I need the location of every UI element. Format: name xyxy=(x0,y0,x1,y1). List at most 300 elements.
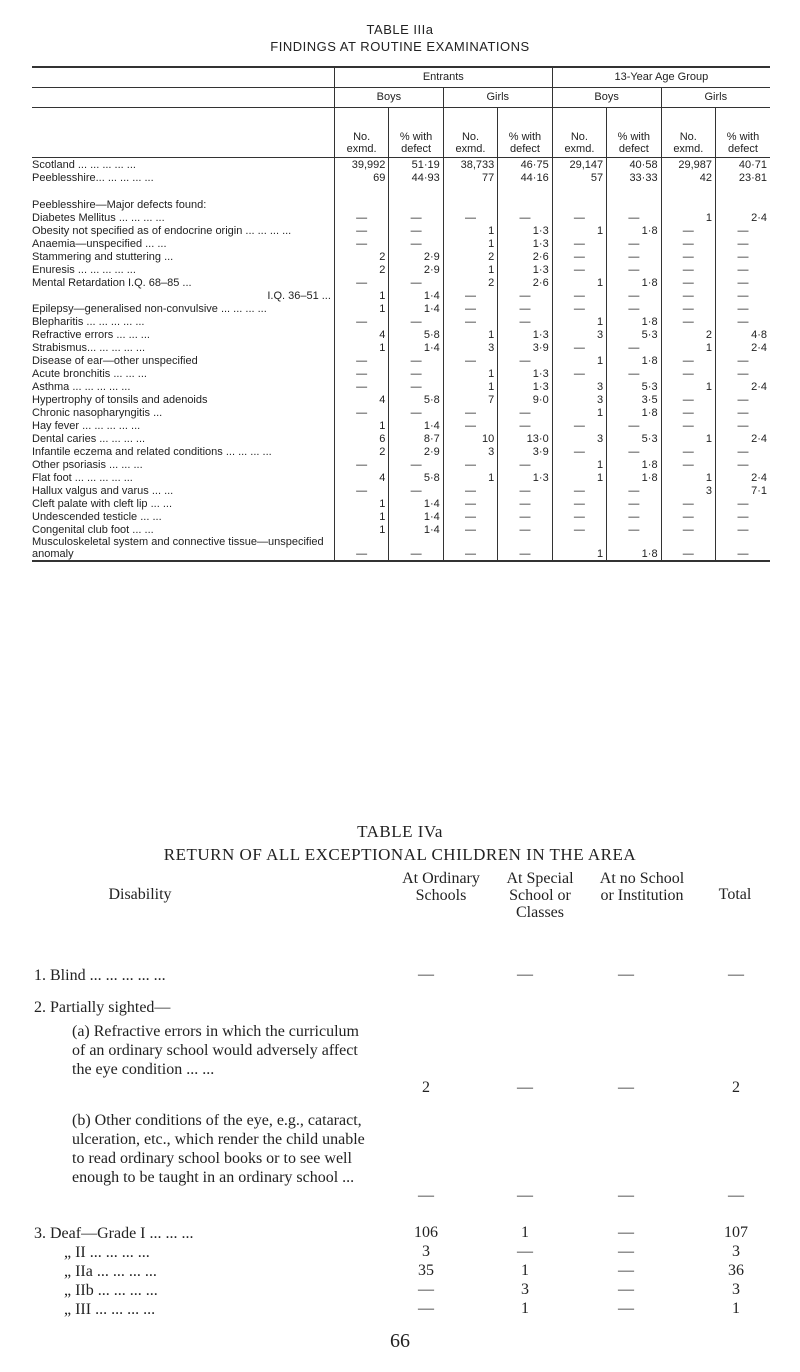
table-row xyxy=(32,354,770,367)
row-label: Hay fever ... ... ... ... ... xyxy=(32,419,141,432)
cell: — xyxy=(661,406,715,419)
cell: 1·4 xyxy=(389,497,443,510)
cell: — xyxy=(418,1187,434,1204)
cell: — xyxy=(389,484,443,497)
row-label: Diabetes Mellitus ... ... ... ... xyxy=(32,211,165,224)
cell: 23·81 xyxy=(716,171,770,184)
cell: 51·19 xyxy=(389,157,443,171)
cell: — xyxy=(498,510,552,523)
cell: 1·3 xyxy=(498,263,552,276)
cell: — xyxy=(443,510,497,523)
row-label: Strabismus... ... ... ... ... xyxy=(32,341,146,354)
cell: — xyxy=(661,510,715,523)
row-label: „ II ... ... ... ... xyxy=(64,1244,150,1261)
cell: — xyxy=(607,302,661,315)
cell: 2 xyxy=(443,276,497,289)
cell: — xyxy=(389,458,443,471)
cell: 106 xyxy=(414,1224,438,1241)
cell: 1·4 xyxy=(389,510,443,523)
cell: — xyxy=(607,237,661,250)
row-label: Anaemia—unspecified ... ... xyxy=(32,237,167,250)
cell: — xyxy=(552,445,606,458)
table-3a-title: TABLE IIIa xyxy=(366,22,434,37)
cell: — xyxy=(618,1300,634,1317)
cell: 1·4 xyxy=(389,523,443,536)
table-row xyxy=(32,263,770,276)
cell: 77 xyxy=(443,171,497,184)
cell: 1 xyxy=(334,510,388,523)
cell: — xyxy=(389,354,443,367)
table-row xyxy=(32,497,770,510)
cell: — xyxy=(443,497,497,510)
col-disability: Disability xyxy=(108,886,172,903)
cell: — xyxy=(498,419,552,432)
col-total: Total xyxy=(718,886,752,903)
cell: — xyxy=(517,1079,533,1096)
table-row xyxy=(32,471,770,484)
cell: 1 xyxy=(334,289,388,302)
cell: 2·9 xyxy=(389,250,443,263)
cell: 69 xyxy=(334,171,388,184)
cell: 1·3 xyxy=(498,237,552,250)
cell: — xyxy=(443,406,497,419)
cell: 2·9 xyxy=(389,263,443,276)
table-row xyxy=(32,393,770,406)
cell: 1·8 xyxy=(607,471,661,484)
cell: — xyxy=(389,406,443,419)
cell: 44·93 xyxy=(389,171,443,184)
cell: 1 xyxy=(443,367,497,380)
cell: 1·4 xyxy=(389,302,443,315)
entrants-boys: Boys xyxy=(334,87,443,107)
cell: 5·8 xyxy=(389,471,443,484)
row-label: Refractive errors ... ... ... xyxy=(32,328,150,341)
entrants-girls: Girls xyxy=(443,87,552,107)
cell: — xyxy=(607,497,661,510)
cell: 1 xyxy=(552,354,606,367)
cell: 3 xyxy=(552,393,606,406)
row-label: Blepharitis ... ... ... ... ... xyxy=(32,315,145,328)
cell: 5·8 xyxy=(389,393,443,406)
cell: — xyxy=(443,458,497,471)
age13-boys: Boys xyxy=(552,87,661,107)
cell: 1 xyxy=(443,263,497,276)
findings-table xyxy=(32,66,770,562)
cell: — xyxy=(389,367,443,380)
table-row xyxy=(32,406,770,419)
cell: 2·4 xyxy=(716,380,770,393)
cell: 35 xyxy=(418,1262,434,1279)
cell: 1·3 xyxy=(498,224,552,237)
row-label: Stammering and stuttering ... xyxy=(32,250,174,263)
cell: 9·0 xyxy=(498,393,552,406)
cell: — xyxy=(661,367,715,380)
col-no-exmd: No. exmd. xyxy=(552,107,606,157)
cell: 4 xyxy=(334,393,388,406)
cell: 2 xyxy=(422,1079,430,1096)
cell: 10 xyxy=(443,432,497,445)
row-label: 3. Deaf—Grade I ... ... ... xyxy=(34,1225,194,1242)
cell: — xyxy=(552,484,606,497)
cell: — xyxy=(334,224,388,237)
cell: — xyxy=(498,484,552,497)
cell: — xyxy=(443,354,497,367)
cell: 13·0 xyxy=(498,432,552,445)
cell: 1·4 xyxy=(389,289,443,302)
cell: — xyxy=(618,1281,634,1298)
cell: — xyxy=(389,224,443,237)
cell: 1 xyxy=(552,406,606,419)
table-row xyxy=(32,380,770,393)
cell: 1 xyxy=(521,1262,529,1279)
group-13-year: 13-Year Age Group xyxy=(552,67,770,87)
cell: — xyxy=(498,458,552,471)
cell: — xyxy=(716,419,770,432)
cell: — xyxy=(552,497,606,510)
cell: 2 xyxy=(661,328,715,341)
row-label: Chronic nasopharyngitis ... xyxy=(32,406,163,419)
cell: — xyxy=(716,237,770,250)
cell: 1·8 xyxy=(607,536,661,561)
cell: — xyxy=(661,536,715,561)
cell: — xyxy=(716,393,770,406)
cell: 1·3 xyxy=(498,328,552,341)
cell: — xyxy=(661,302,715,315)
row-label: Enuresis ... ... ... ... ... xyxy=(32,263,136,276)
row-label: Mental Retardation I.Q. 68–85 ... xyxy=(32,276,192,289)
cell: — xyxy=(498,302,552,315)
cell: 1·8 xyxy=(607,276,661,289)
row-label: Congenital club foot ... ... xyxy=(32,523,154,536)
cell: — xyxy=(418,966,434,983)
cell: — xyxy=(716,302,770,315)
cell: 1 xyxy=(661,471,715,484)
cell: — xyxy=(661,315,715,328)
cell: 7·1 xyxy=(716,484,770,497)
row-label: Undescended testicle ... ... xyxy=(32,510,162,523)
row-label: (a) Refractive errors in which the curriculum of an ordinary school would adversely affect the eye condition ... ... xyxy=(72,1023,359,1078)
cell: 1 xyxy=(334,497,388,510)
cell: — xyxy=(661,393,715,406)
cell: 1 xyxy=(552,471,606,484)
cell: 3 xyxy=(552,380,606,393)
cell: 1 xyxy=(334,523,388,536)
row-label: Scotland ... ... ... ... ... xyxy=(32,158,136,171)
cell: 2·4 xyxy=(716,471,770,484)
row-label: Obesity not specified as of endocrine origin ... ... ... ... xyxy=(32,224,292,237)
cell: — xyxy=(552,211,606,224)
cell: — xyxy=(517,966,533,983)
row-label: Infantile eczema and related conditions ... ... ... ... xyxy=(32,445,272,458)
cell: — xyxy=(389,211,443,224)
cell: — xyxy=(661,276,715,289)
cell: — xyxy=(334,536,388,561)
cell: — xyxy=(618,1079,634,1096)
table-row xyxy=(32,484,770,497)
cell: 1 xyxy=(334,419,388,432)
row-label: „ IIb ... ... ... ... xyxy=(64,1282,158,1299)
col-ordinary: At Ordinary Schools xyxy=(402,870,480,904)
cell: 1 xyxy=(661,341,715,354)
cell: 29,987 xyxy=(661,157,715,171)
row-label: Musculoskeletal system and connective tissue—unspecified anomaly xyxy=(32,536,334,561)
table-row xyxy=(32,237,770,250)
row-label: Hallux valgus and varus ... ... xyxy=(32,484,174,497)
row-label: Flat foot ... ... ... ... ... xyxy=(32,471,133,484)
cell: 1 xyxy=(334,341,388,354)
cell: 44·16 xyxy=(498,171,552,184)
cell: 3 xyxy=(521,1281,529,1298)
cell: — xyxy=(716,406,770,419)
table-row xyxy=(32,224,770,237)
cell: 57 xyxy=(552,171,606,184)
cell: 5·3 xyxy=(607,328,661,341)
cell: — xyxy=(552,302,606,315)
cell: — xyxy=(661,224,715,237)
cell: 39,992 xyxy=(334,157,388,171)
cell: 2·4 xyxy=(716,341,770,354)
cell: 1·8 xyxy=(607,458,661,471)
major-defects-heading: Peeblesshire—Major defects found: xyxy=(32,198,207,211)
cell: — xyxy=(607,250,661,263)
group-entrants: Entrants xyxy=(334,67,552,87)
col-pct-defect: % with defect xyxy=(716,107,770,157)
cell: 38,733 xyxy=(443,157,497,171)
table-row xyxy=(32,250,770,263)
row-label: Peeblesshire... ... ... ... ... xyxy=(32,171,154,184)
cell: 1 xyxy=(552,276,606,289)
table-row xyxy=(32,328,770,341)
cell: — xyxy=(661,289,715,302)
cell: — xyxy=(389,237,443,250)
cell: 36 xyxy=(728,1262,744,1279)
cell: — xyxy=(661,354,715,367)
cell: 3·5 xyxy=(607,393,661,406)
cell: — xyxy=(661,237,715,250)
cell: 3 xyxy=(732,1243,740,1260)
col-pct-defect: % with defect xyxy=(498,107,552,157)
cell: — xyxy=(334,380,388,393)
cell: — xyxy=(389,380,443,393)
row-scotland xyxy=(32,157,770,171)
row-label: I.Q. 36–51 ... xyxy=(267,289,331,302)
cell: 1 xyxy=(443,237,497,250)
cell: 4 xyxy=(334,328,388,341)
row-label: Other psoriasis ... ... ... xyxy=(32,458,143,471)
cell: — xyxy=(661,419,715,432)
cell: — xyxy=(716,289,770,302)
cell: 1 xyxy=(334,302,388,315)
cell: 2·4 xyxy=(716,432,770,445)
table-4a-subtitle: RETURN OF ALL EXCEPTIONAL CHILDREN IN THE AREA xyxy=(163,845,637,864)
cell: — xyxy=(618,1187,634,1204)
page-number: 66 xyxy=(390,1330,410,1352)
cell: 3 xyxy=(443,341,497,354)
cell: — xyxy=(728,966,744,983)
cell: — xyxy=(498,536,552,561)
cell: 1 xyxy=(443,471,497,484)
cell: — xyxy=(728,1187,744,1204)
table-row xyxy=(32,289,770,302)
cell: 29,147 xyxy=(552,157,606,171)
row-label: (b) Other conditions of the eye, e.g., cataract, ulceration, etc., which render the child unable to read ordinary school books or to see well enough to be taught in an ordinary school ... xyxy=(72,1112,365,1186)
cell: — xyxy=(607,289,661,302)
cell: 3 xyxy=(732,1281,740,1298)
col-pct-defect: % with defect xyxy=(607,107,661,157)
row-label: „ IIa ... ... ... ... xyxy=(64,1263,157,1280)
cell: — xyxy=(443,289,497,302)
table-row xyxy=(32,276,770,289)
cell: — xyxy=(498,406,552,419)
cell: 1 xyxy=(552,315,606,328)
cell: 7 xyxy=(443,393,497,406)
cell: — xyxy=(334,367,388,380)
row-label: Disease of ear—other unspecified xyxy=(32,354,198,367)
cell: — xyxy=(418,1281,434,1298)
cell: 6 xyxy=(334,432,388,445)
cell: — xyxy=(498,289,552,302)
cell: — xyxy=(389,536,443,561)
cell: 2 xyxy=(334,250,388,263)
cell: — xyxy=(498,523,552,536)
cell: — xyxy=(443,315,497,328)
cell: — xyxy=(552,341,606,354)
cell: 1 xyxy=(661,380,715,393)
cell: — xyxy=(552,367,606,380)
cell: 3 xyxy=(552,432,606,445)
row-label: 1. Blind ... ... ... ... ... xyxy=(34,967,166,984)
cell: 3 xyxy=(552,328,606,341)
age13-girls: Girls xyxy=(661,87,770,107)
cell: — xyxy=(618,1262,634,1279)
cell: — xyxy=(552,510,606,523)
cell: — xyxy=(716,367,770,380)
row-label: Epilepsy—generalised non-convulsive ... ... ... ... xyxy=(32,302,267,315)
col-no-exmd: No. exmd. xyxy=(661,107,715,157)
cell: — xyxy=(552,419,606,432)
cell: — xyxy=(334,315,388,328)
cell: — xyxy=(716,263,770,276)
cell: — xyxy=(334,237,388,250)
cell: — xyxy=(552,263,606,276)
cell: — xyxy=(498,497,552,510)
cell: 3·9 xyxy=(498,341,552,354)
cell: — xyxy=(443,536,497,561)
cell: 33·33 xyxy=(607,171,661,184)
cell: 1 xyxy=(521,1300,529,1317)
cell: 2 xyxy=(334,263,388,276)
table-row xyxy=(32,211,770,224)
table-row xyxy=(32,458,770,471)
cell: 2 xyxy=(334,445,388,458)
cell: 1·3 xyxy=(498,471,552,484)
cell: 40·71 xyxy=(716,157,770,171)
cell: — xyxy=(498,354,552,367)
cell: — xyxy=(443,523,497,536)
cell: — xyxy=(607,263,661,276)
row-label: Acute bronchitis ... ... ... xyxy=(32,367,147,380)
col-pct-defect: % with defect xyxy=(389,107,443,157)
cell: — xyxy=(552,289,606,302)
col-no-school: At no School or Institution xyxy=(599,870,685,904)
cell: 1 xyxy=(443,380,497,393)
table-row xyxy=(32,302,770,315)
cell: — xyxy=(618,1224,634,1241)
row-peeblesshire xyxy=(32,171,770,184)
cell: 1 xyxy=(552,224,606,237)
cell: — xyxy=(607,341,661,354)
cell: 3 xyxy=(661,484,715,497)
cell: — xyxy=(661,263,715,276)
cell: 2·4 xyxy=(716,211,770,224)
cell: — xyxy=(334,211,388,224)
cell: — xyxy=(334,484,388,497)
row-label: Cleft palate with cleft lip ... ... xyxy=(32,497,173,510)
cell: 2 xyxy=(443,250,497,263)
cell: — xyxy=(607,211,661,224)
cell: — xyxy=(661,523,715,536)
cell: — xyxy=(334,406,388,419)
table-row xyxy=(32,419,770,432)
cell: 2·6 xyxy=(498,276,552,289)
row-label: Dental caries ... ... ... ... xyxy=(32,432,146,445)
cell: 3 xyxy=(422,1243,430,1260)
row-label: 2. Partially sighted— xyxy=(34,999,171,1016)
cell: 4 xyxy=(334,471,388,484)
cell: — xyxy=(607,484,661,497)
cell: — xyxy=(443,419,497,432)
table-row xyxy=(32,367,770,380)
cell: — xyxy=(443,484,497,497)
cell: — xyxy=(334,276,388,289)
cell: 2·9 xyxy=(389,445,443,458)
cell: — xyxy=(389,276,443,289)
cell: — xyxy=(661,445,715,458)
cell: — xyxy=(517,1187,533,1204)
cell: 1·3 xyxy=(498,380,552,393)
cell: 2·6 xyxy=(498,250,552,263)
cell: — xyxy=(498,211,552,224)
cell: 1 xyxy=(552,536,606,561)
row-label: Hypertrophy of tonsils and adenoids xyxy=(32,393,208,406)
cell: 1·4 xyxy=(389,419,443,432)
cell: 1 xyxy=(661,211,715,224)
cell: 1·3 xyxy=(498,367,552,380)
cell: — xyxy=(607,419,661,432)
cell: — xyxy=(716,445,770,458)
cell: — xyxy=(716,510,770,523)
cell: — xyxy=(552,250,606,263)
cell: 1·8 xyxy=(607,354,661,367)
cell: — xyxy=(661,250,715,263)
cell: — xyxy=(716,354,770,367)
cell: — xyxy=(552,523,606,536)
cell: 5·3 xyxy=(607,380,661,393)
cell: 5·8 xyxy=(389,328,443,341)
cell: — xyxy=(607,523,661,536)
cell: 1 xyxy=(552,458,606,471)
cell: 1·8 xyxy=(607,406,661,419)
table-row xyxy=(32,445,770,458)
cell: 1 xyxy=(661,432,715,445)
cell: 107 xyxy=(724,1224,748,1241)
major-defects-heading-row xyxy=(32,198,770,211)
cell: — xyxy=(661,497,715,510)
table-row xyxy=(32,536,770,561)
cell: — xyxy=(517,1243,533,1260)
cell: 1 xyxy=(732,1300,740,1317)
cell: 5·3 xyxy=(607,432,661,445)
